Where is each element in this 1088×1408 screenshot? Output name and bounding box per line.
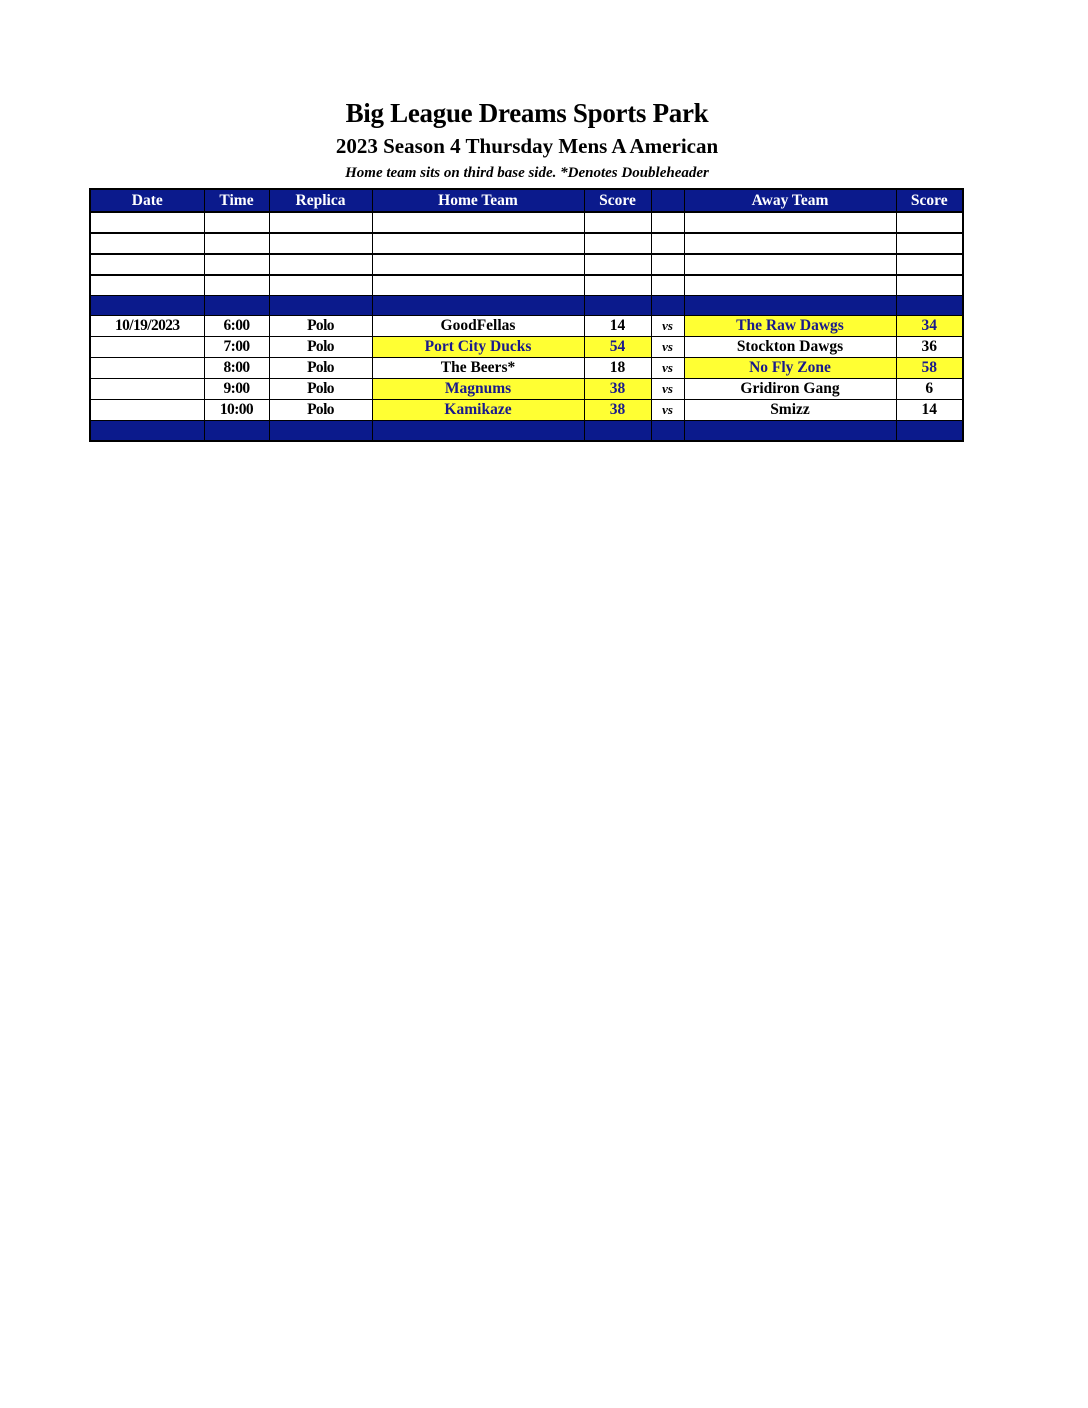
- away-score: 34: [896, 316, 963, 337]
- home-score: 54: [584, 337, 651, 358]
- home-team: Kamikaze: [372, 400, 584, 421]
- col-header-away-score: Score: [896, 189, 963, 212]
- home-score: 38: [584, 379, 651, 400]
- col-header-time: Time: [204, 189, 269, 212]
- separator-band: [90, 421, 963, 442]
- home-team: The Beers*: [372, 358, 584, 379]
- schedule-note: Home team sits on third base side. *Denotes Doubleheader: [345, 165, 709, 181]
- game-field: Polo: [269, 337, 372, 358]
- home-score: 18: [584, 358, 651, 379]
- away-team: Smizz: [684, 400, 896, 421]
- home-team: GoodFellas: [372, 316, 584, 337]
- away-team: The Raw Dawgs: [684, 316, 896, 337]
- vs-label: vs: [651, 316, 684, 337]
- col-header-home-team: Home Team: [372, 189, 584, 212]
- game-field: Polo: [269, 316, 372, 337]
- table-header-row: [90, 189, 963, 212]
- game-date: [90, 337, 204, 358]
- separator-band: [90, 296, 963, 316]
- game-date: [90, 379, 204, 400]
- game-row: [90, 358, 963, 379]
- game-time: 10:00: [204, 400, 269, 421]
- vs-label: vs: [651, 379, 684, 400]
- game-row: [90, 400, 963, 421]
- game-row: [90, 379, 963, 400]
- away-team: Stockton Dawgs: [684, 337, 896, 358]
- away-score: 14: [896, 400, 963, 421]
- game-time: 9:00: [204, 379, 269, 400]
- home-team: Port City Ducks: [372, 337, 584, 358]
- vs-label: vs: [651, 337, 684, 358]
- away-score: 58: [896, 358, 963, 379]
- game-date: [90, 358, 204, 379]
- game-field: Polo: [269, 358, 372, 379]
- home-score: 38: [584, 400, 651, 421]
- away-team: No Fly Zone: [684, 358, 896, 379]
- empty-row: [90, 233, 963, 254]
- game-date: [90, 400, 204, 421]
- away-score: 36: [896, 337, 963, 358]
- away-team: Gridiron Gang: [684, 379, 896, 400]
- game-field: Polo: [269, 400, 372, 421]
- game-field: Polo: [269, 379, 372, 400]
- home-team: Magnums: [372, 379, 584, 400]
- game-date: 10/19/2023: [90, 316, 204, 337]
- col-header-date: Date: [90, 189, 204, 212]
- home-score: 14: [584, 316, 651, 337]
- col-header-home-score: Score: [584, 189, 651, 212]
- game-row: [90, 337, 963, 358]
- league-subtitle: 2023 Season 4 Thursday Mens A American: [335, 134, 719, 158]
- game-time: 7:00: [204, 337, 269, 358]
- away-score: 6: [896, 379, 963, 400]
- game-row: [90, 316, 963, 337]
- schedule-table: [89, 188, 964, 442]
- empty-row: [90, 212, 963, 233]
- game-time: 8:00: [204, 358, 269, 379]
- col-header-vs: [651, 189, 684, 212]
- empty-row: [90, 254, 963, 275]
- vs-label: vs: [651, 358, 684, 379]
- page-title: Big League Dreams Sports Park: [345, 98, 709, 128]
- game-time: 6:00: [204, 316, 269, 337]
- col-header-away-team: Away Team: [684, 189, 896, 212]
- empty-row: [90, 275, 963, 296]
- vs-label: vs: [651, 400, 684, 421]
- col-header-replica: Replica: [269, 189, 372, 212]
